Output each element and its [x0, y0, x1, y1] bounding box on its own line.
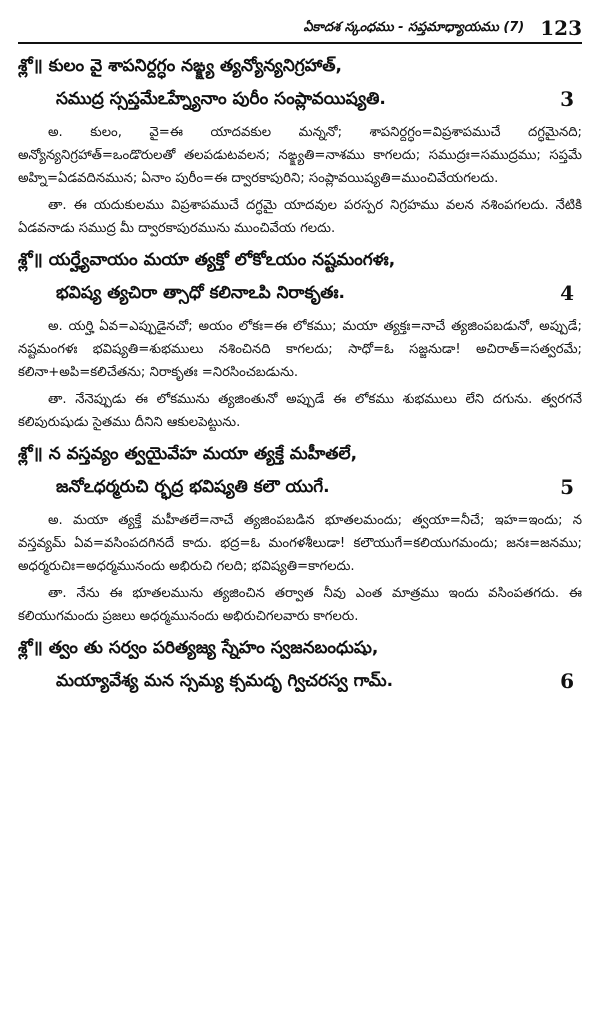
verse-number: 5: [560, 475, 574, 499]
verse-5-line-2-text: జనోఽధర్మరుచి ర్భద్ర భవిష్యతి కలౌ యుగే.: [56, 477, 330, 497]
verse-4-commentary: తా. నేనెప్పుడు ఈ లోకమును త్యజింతునో అప్పుడే ఈ లోకము శుభములు లేని దగును. త్వరగనే కలిపురుషుడు సైతము దీనిని ఆకులపెట్టును.: [18, 392, 582, 430]
verse-number: 6: [560, 669, 574, 693]
page-number: 123: [540, 16, 582, 40]
verse-6-line-2-text: మయ్యావేశ్య మన స్సమ్య క్సమదృ గ్విచరస్వ గామ్.: [56, 671, 394, 691]
page-content: [18, 50, 582, 698]
running-title: ఏకాదశ స్కంధము - సప్తమాధ్యాయము (7): [303, 20, 525, 35]
verse-5-commentary: తా. నేను ఈ భూతలమును త్యజించిన తర్వాత నీవు ఎంత మాత్రము ఇందు వసింపతగదు. ఈ కలియుగమందు ప్రజలు అధర్మమునందు అభిరుచిగలవారు కాగలరు.: [18, 586, 582, 624]
verse-3-line-2: [18, 83, 582, 116]
verse-number: 3: [560, 87, 574, 111]
verse-3-commentary: తా. ఈ యదుకులము విప్రశాపముచే దగ్ధమై యాదవుల పరస్పర నిగ్రహము వలన నశింపగలదు. నేటికి ఏడవనాడు సముద్ర మీ ద్వారకాపురమును ముంచివేయ గలదు.: [18, 198, 582, 236]
page-header: [18, 10, 582, 44]
verse-6-line-1: శ్లో॥ త్వం తు సర్వం పరిత్యజ్య స్నేహం స్వజనబంధుషు,: [18, 638, 379, 658]
verse-3-line-2-text: సముద్ర స్సప్తమేఽహ్న్యేనాం పురీం సంప్లావయిష్యతి.: [56, 89, 386, 109]
verse-4-line-2: [18, 277, 582, 310]
verse-5-line-1: శ్లో॥ న వస్తవ్యం త్వయైవేహ మయా త్యక్తే మహీతలే,: [18, 444, 358, 464]
verse-number: 4: [560, 281, 574, 305]
verse-5-meaning: అ. మయా త్యక్తే మహీతలే=నాచే త్యజింపబడిన భూతలమందు; త్వయా=నీచే; ఇహ=ఇందు; న వస్తవ్యమ్ ఏవ=వసింపదగినదే కాదు. భద్ర=ఓ మంగళశీలుడా! కలౌయుగే=కలియుగమందు; జనః=జనము; అధర్మరుచిః=అధర్మమునందు అభిరుచి గలది; భవిష్యతి=కాగలదు.: [18, 513, 582, 574]
verse-4-line-1: శ్లో॥ యర్హ్యేవాయం మయా త్యక్తో లోకోఽయం నష్టమంగళః,: [18, 250, 396, 270]
verse-3-line-1: శ్లో॥ కులం వై శాపనిర్దగ్ధం నఙ్క్ష్య త్యన్యోన్యనిగ్రహాత్,: [18, 56, 342, 76]
verse-3-meaning: అ. కులం, వై=ఈ యాదవకుల మన్ననో; శాపనిర్దగ్ధం=విప్రశాపముచే దగ్ధమైనది; అన్యోన్యనిగ్రహాత్=ఒండొరులతో తలపడుటవలన; నఙ్క్ష్యతి=నాశము కాగలదు; సముద్రః=సముద్రము; సప్తమే అహ్ని=ఏడవదినమున; ఏనాం పురీం=ఈ ద్వారకాపురిని; సంప్లావయిష్యతి=ముంచివేయగలదు.: [18, 125, 582, 186]
verse-4-meaning: అ. యర్హి ఏవ=ఎప్పుడైనచో; అయం లోకః=ఈ లోకము; మయా త్యక్తః=నాచే త్యజింపబడునో, అప్పుడే; నష్టమంగళః భవిష్యతి=శుభములు నశించినది కాగలదు; సాధో=ఓ సజ్జనుడా! అచిరాత్=సత్వరమే; కలినా+అపి=కలిచేతను; నిరాకృతః =నిరసించబడును.: [18, 319, 582, 380]
verse-6-line-2: [18, 665, 582, 698]
verse-5-line-2: [18, 471, 582, 504]
verse-4-line-2-text: భవిష్య త్యచిరా త్సాధో కలినాఽపి నిరాకృతః.: [56, 283, 345, 303]
